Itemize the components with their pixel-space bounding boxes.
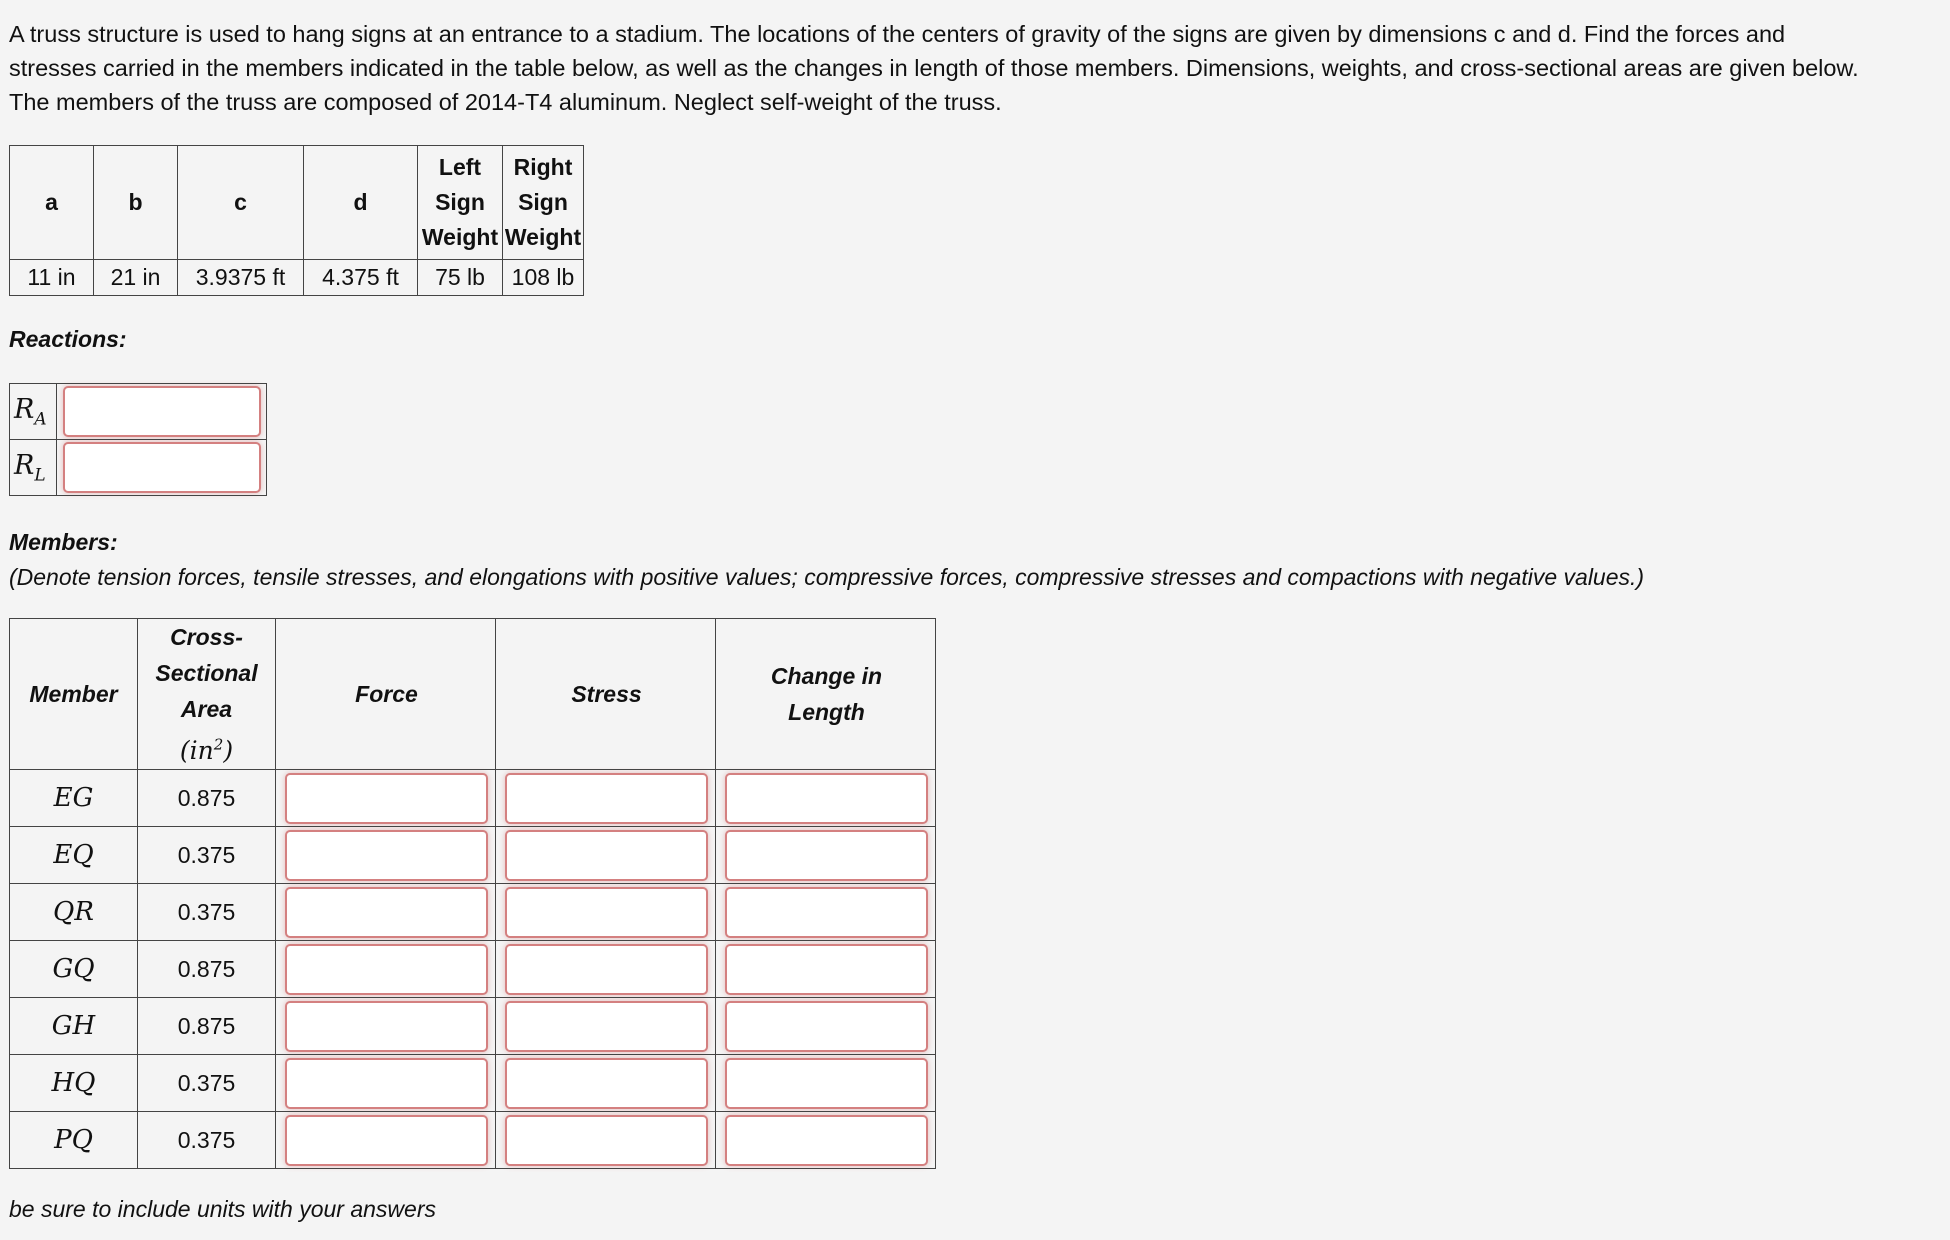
- reaction-a-input[interactable]: [63, 386, 261, 437]
- force-input-gh[interactable]: [285, 1001, 488, 1052]
- header-c: c: [178, 146, 304, 260]
- value-right-sign-weight: 108 lb: [503, 260, 584, 296]
- header-d: d: [304, 146, 418, 260]
- header-change-in-length: Change in Length: [716, 619, 936, 770]
- header-stress: Stress: [496, 619, 716, 770]
- dimensions-table: [9, 145, 584, 296]
- sign-convention-note: (Denote tension forces, tensile stresses, and elongations with positive values; compressive forces, compressive stresses and compactions with negative values.): [9, 564, 1645, 590]
- value-left-sign-weight: 75 lb: [418, 260, 503, 296]
- reactions-table: [9, 383, 267, 496]
- member-name-gh: GH: [10, 998, 138, 1055]
- reactions-label: Reactions:: [9, 326, 127, 352]
- value-a: 11 in: [10, 260, 94, 296]
- member-area-eq: 0.375: [138, 827, 276, 884]
- header-a: a: [10, 146, 94, 260]
- stress-input-eg[interactable]: [505, 773, 708, 824]
- problem-statement: [9, 17, 1934, 119]
- change-in-length-input-qr[interactable]: [725, 887, 928, 938]
- force-input-eg[interactable]: [285, 773, 488, 824]
- reaction-row-l: [10, 440, 267, 496]
- stress-input-qr[interactable]: [505, 887, 708, 938]
- reaction-symbol-l: $R_L$: [10, 440, 57, 496]
- table-row: [10, 941, 936, 998]
- area-unit: $(in^2)$: [179, 736, 234, 766]
- members-header-row: [10, 619, 936, 770]
- stress-input-gq[interactable]: [505, 944, 708, 995]
- header-left-sign-weight: Left Sign Weight: [418, 146, 503, 260]
- stress-input-pq[interactable]: [505, 1115, 708, 1166]
- change-in-length-input-eg[interactable]: [725, 773, 928, 824]
- table-row: [10, 1112, 936, 1169]
- problem-line-2: stresses carried in the members indicated in the table below, as well as the changes in length of those members. Dimensions, weights, and cross-sectional areas are given below.: [9, 55, 1859, 81]
- stress-input-gh[interactable]: [505, 1001, 708, 1052]
- footer-note: be sure to include units with your answers: [9, 1196, 436, 1222]
- force-input-qr[interactable]: [285, 887, 488, 938]
- member-area-gq: 0.875: [138, 941, 276, 998]
- value-d: 4.375 ft: [304, 260, 418, 296]
- members-label: Members:: [9, 529, 118, 555]
- members-table: [9, 618, 936, 1169]
- force-input-gq[interactable]: [285, 944, 488, 995]
- table-row: [10, 827, 936, 884]
- member-area-eg: 0.875: [138, 770, 276, 827]
- change-in-length-input-pq[interactable]: [725, 1115, 928, 1166]
- force-input-pq[interactable]: [285, 1115, 488, 1166]
- header-force: Force: [276, 619, 496, 770]
- value-b: 21 in: [94, 260, 178, 296]
- member-name-qr: QR: [10, 884, 138, 941]
- header-area: Cross- Sectional Area $(in^2)$: [138, 619, 276, 770]
- value-c: 3.9375 ft: [178, 260, 304, 296]
- table-row: [10, 1055, 936, 1112]
- problem-line-1: A truss structure is used to hang signs at an entrance to a stadium. The locations of the centers of gravity of the signs are given by dimensions c and d. Find the forces and: [9, 21, 1786, 47]
- member-area-hq: 0.375: [138, 1055, 276, 1112]
- member-area-qr: 0.375: [138, 884, 276, 941]
- change-in-length-input-hq[interactable]: [725, 1058, 928, 1109]
- table-row: [10, 770, 936, 827]
- dimensions-value-row: [10, 260, 584, 296]
- member-name-hq: HQ: [10, 1055, 138, 1112]
- member-name-gq: GQ: [10, 941, 138, 998]
- header-member: Member: [10, 619, 138, 770]
- member-name-pq: PQ: [10, 1112, 138, 1169]
- member-area-gh: 0.875: [138, 998, 276, 1055]
- reaction-row-a: [10, 384, 267, 440]
- stress-input-hq[interactable]: [505, 1058, 708, 1109]
- force-input-hq[interactable]: [285, 1058, 488, 1109]
- change-in-length-input-eq[interactable]: [725, 830, 928, 881]
- reaction-symbol-a: $R_A$: [10, 384, 57, 440]
- reaction-l-input[interactable]: [63, 442, 261, 493]
- member-name-eq: EQ: [10, 827, 138, 884]
- member-name-eg: EG: [10, 770, 138, 827]
- member-area-pq: 0.375: [138, 1112, 276, 1169]
- dimensions-header-row: [10, 146, 584, 260]
- change-in-length-input-gq[interactable]: [725, 944, 928, 995]
- force-input-eq[interactable]: [285, 830, 488, 881]
- table-row: [10, 884, 936, 941]
- problem-line-3: The members of the truss are composed of 2014-T4 aluminum. Neglect self-weight of the truss.: [9, 89, 1002, 115]
- table-row: [10, 998, 936, 1055]
- header-right-sign-weight: Right Sign Weight: [503, 146, 584, 260]
- change-in-length-input-gh[interactable]: [725, 1001, 928, 1052]
- header-b: b: [94, 146, 178, 260]
- stress-input-eq[interactable]: [505, 830, 708, 881]
